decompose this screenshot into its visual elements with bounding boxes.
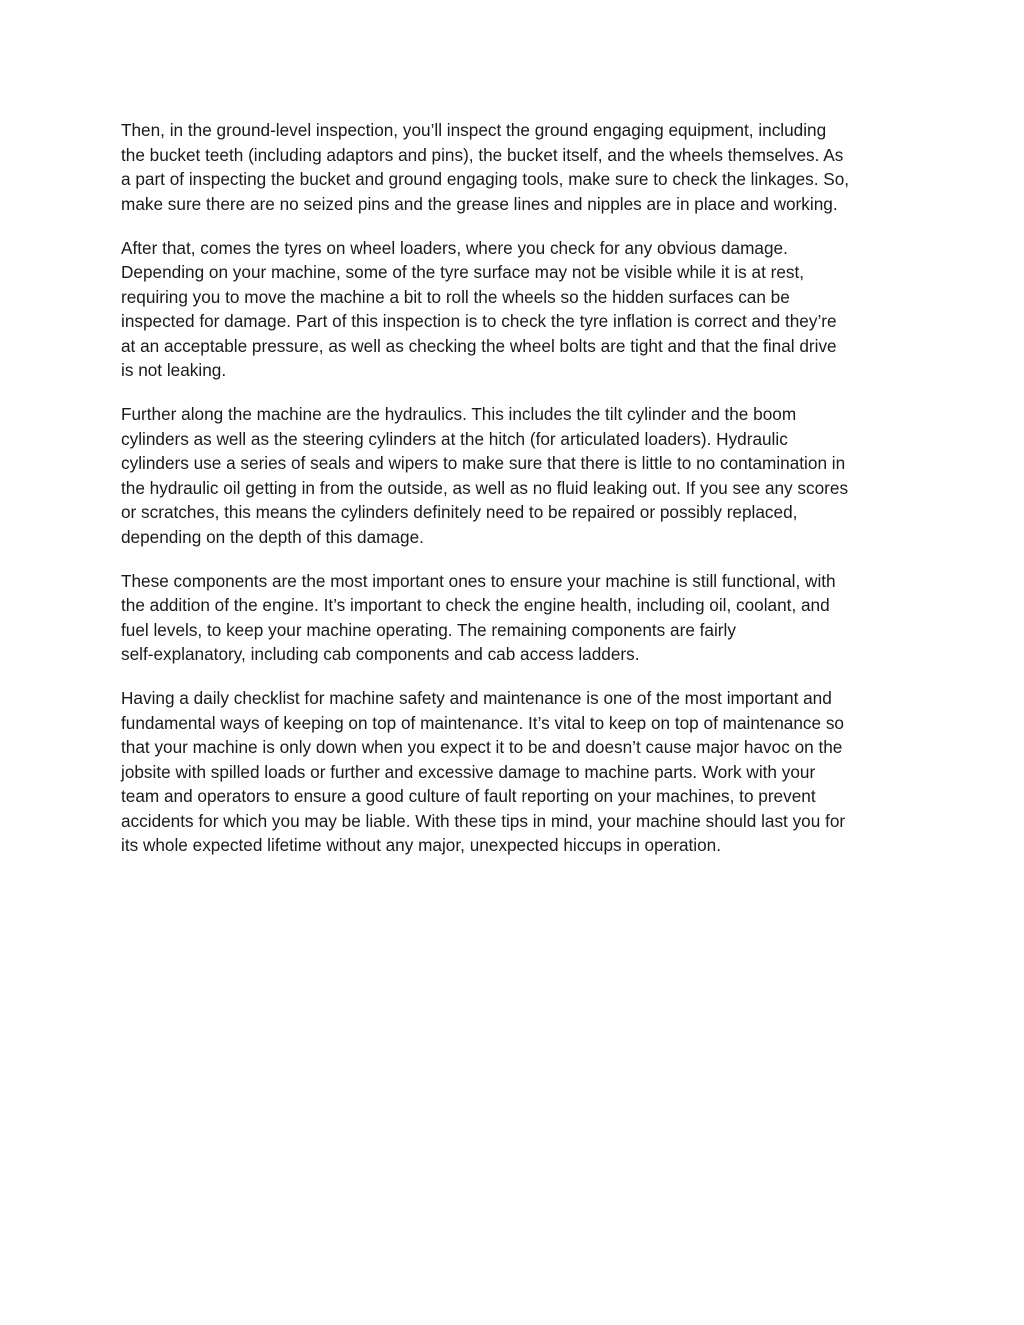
text-line: Then, in the ground-level inspection, you’ll inspect the ground engaging equipment, including	[121, 120, 827, 140]
text-line: that your machine is only down when you expect it to be and doesn’t cause major havoc on the	[121, 737, 843, 757]
text-line: the hydraulic oil getting in from the outside, as well as no fluid leaking out. If you see any scores	[121, 477, 849, 498]
text-line: Having a daily checklist for machine safety and maintenance is one of the most important and	[121, 688, 832, 708]
text-line: depending on the depth of this damage.	[121, 526, 424, 547]
text-line: Further along the machine are the hydraulics. This includes the tilt cylinder and the boom	[121, 404, 797, 424]
text-line: accidents for which you may be liable. With these tips in mind, your machine should last you for	[121, 810, 846, 831]
paragraph-tyres	[121, 236, 911, 383]
text-line: These components are the most important ones to ensure your machine is still functional, with	[121, 570, 836, 591]
text-line: at an acceptable pressure, as well as checking the wheel bolts are tight and that the final drive	[121, 335, 837, 356]
paragraph-ground-engaging-equipment	[121, 118, 911, 216]
text-line: its whole expected lifetime without any major, unexpected hiccups in operation.	[121, 835, 721, 855]
text-line: the bucket teeth (including adaptors and pins), the bucket itself, and the wheels themselves. As	[121, 144, 844, 165]
text-line: the addition of the engine. It’s important to check the engine health, including oil, coolant, and	[121, 595, 830, 615]
paragraph-daily-checklist	[121, 686, 911, 858]
text-line: self-explanatory, including cab components and cab access ladders.	[121, 644, 640, 664]
text-line: After that, comes the tyres on wheel loaders, where you check for any obvious damage.	[121, 237, 788, 258]
text-line: cylinders use a series of seals and wipers to make sure that there is little to no contamination in	[121, 453, 846, 473]
text-line: make sure there are no seized pins and the grease lines and nipples are in place and working.	[121, 193, 838, 214]
text-line: fuel levels, to keep your machine operating. The remaining components are fairly	[121, 619, 736, 640]
text-line: fundamental ways of keeping on top of maintenance. It’s vital to keep on top of maintenance so	[121, 712, 844, 733]
text-line: jobsite with spilled loads or further and excessive damage to machine parts. Work with your	[121, 761, 816, 782]
text-line: cylinders as well as the steering cylinders at the hitch (for articulated loaders). Hydraulic	[121, 428, 788, 449]
text-line: is not leaking.	[121, 360, 227, 380]
text-line: or scratches, this means the cylinders definitely need to be repaired or possibly replaced,	[121, 502, 798, 522]
text-line: inspected for damage. Part of this inspection is to check the tyre inflation is correct and they’re	[121, 311, 837, 331]
paragraph-components	[121, 569, 911, 667]
paragraph-hydraulics	[121, 402, 911, 549]
text-line: team and operators to ensure a good culture of fault reporting on your machines, to prevent	[121, 786, 816, 806]
text-line: Depending on your machine, some of the tyre surface may not be visible while it is at rest,	[121, 262, 805, 282]
text-line: requiring you to move the machine a bit to roll the wheels so the hidden surfaces can be	[121, 286, 790, 307]
document-body	[121, 118, 911, 877]
text-line: a part of inspecting the bucket and ground engaging tools, make sure to check the linkages. So,	[121, 169, 850, 189]
